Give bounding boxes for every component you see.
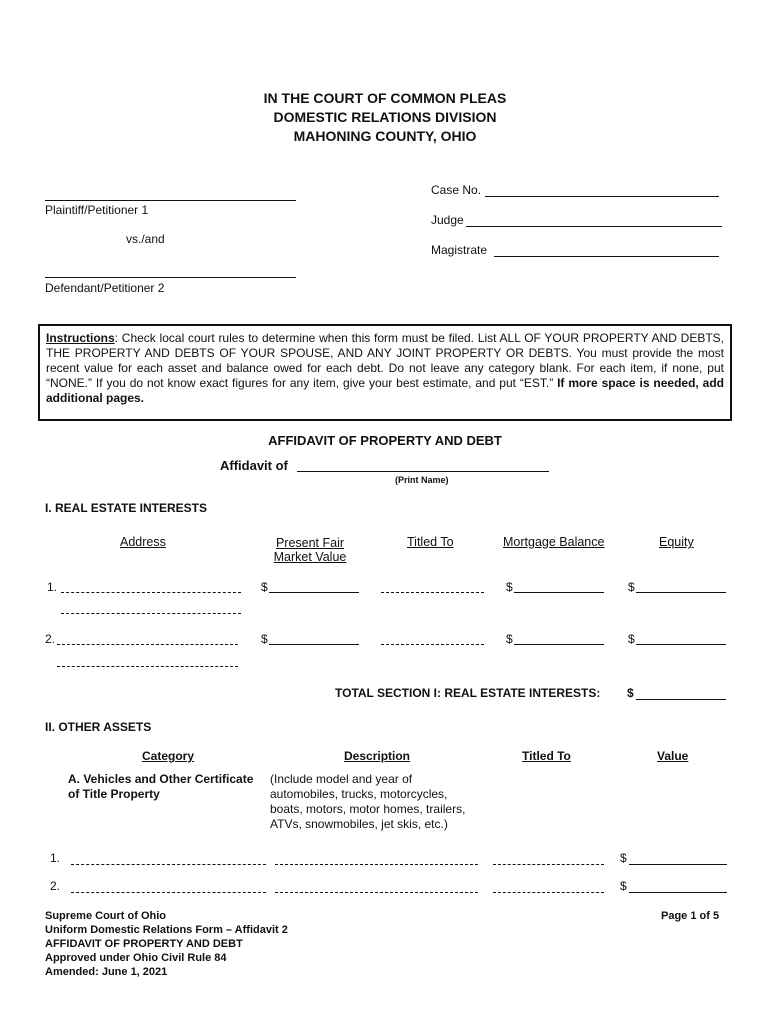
re-row1-pfmv-line[interactable] <box>269 592 359 593</box>
instructions-bold-tail: If more space is needed, add additional pages. <box>46 376 724 405</box>
section2-heading: II. OTHER ASSETS <box>45 720 152 734</box>
re-row1-num: 1. <box>47 580 58 594</box>
col-mortgage-balance: Mortgage Balance <box>503 535 605 549</box>
re-row2-equity-dollar: $ <box>628 632 635 646</box>
vs-label: vs./and <box>126 232 165 246</box>
section1-total-label: TOTAL SECTION I: REAL ESTATE INTERESTS: <box>335 686 601 700</box>
description-line3: boats, motors, motor homes, trailers, <box>270 802 466 816</box>
description-line2: automobiles, trucks, motorcycles, <box>270 787 448 801</box>
vehicle-row2-category-line[interactable] <box>71 892 266 893</box>
plaintiff-label: Plaintiff/Petitioner 1 <box>45 203 149 217</box>
col-present-fair: Present Fair <box>275 536 345 550</box>
magistrate-label: Magistrate <box>431 243 488 257</box>
affidavit-of-label: Affidavit of <box>220 458 288 473</box>
re-row1-equity-line[interactable] <box>636 592 726 593</box>
vehicle-row2-num: 2. <box>50 879 61 893</box>
vehicle-row2-titled-line[interactable] <box>493 892 604 893</box>
re-row1-pfmv-dollar: $ <box>261 580 268 594</box>
description-line1: (Include model and year of <box>270 772 413 786</box>
county-name: MAHONING COUNTY, OHIO <box>293 128 477 144</box>
affiant-name-line[interactable] <box>297 471 549 472</box>
print-name-caption: (Print Name) <box>395 475 449 485</box>
magistrate-line[interactable] <box>494 256 719 257</box>
case-no-line[interactable] <box>485 196 719 197</box>
section1-total-dollar: $ <box>627 686 634 700</box>
judge-line[interactable] <box>466 226 722 227</box>
instructions-text: : Check local court rules to determine when this form must be filed. List ALL OF YOUR PROPERTY AND DEBTS, THE PROPERTY AND DEBTS OF YOUR SPOUSE, AND ANY JOINT PROPERTY OR DEBTS. You must provide the most recent value for each asset and balance owed for each debt. Do not leave any category blank. For each item, if none, put “NONE.” If you do not know exact figures for any item, give your best estimate, and put “EST.” <box>46 331 724 390</box>
footer-line4: Approved under Ohio Civil Rule 84 <box>45 952 227 964</box>
re-row2-pfmv-line[interactable] <box>269 644 359 645</box>
footer-line2: Uniform Domestic Relations Form – Affidavit 2 <box>45 924 288 936</box>
category-a-line1: A. Vehicles and Other Certificate <box>68 772 254 786</box>
re-row1-address-line1[interactable] <box>61 592 241 593</box>
instructions-box <box>38 324 732 421</box>
case-no-label: Case No. <box>431 183 482 197</box>
vehicle-row1-description-line[interactable] <box>275 864 478 865</box>
form-title: AFFIDAVIT OF PROPERTY AND DEBT <box>268 433 502 448</box>
re-row1-address-line2[interactable] <box>61 613 241 614</box>
col-titled-to: Titled To <box>407 535 454 549</box>
vehicle-row1-num: 1. <box>50 851 61 865</box>
re-row2-mortgage-line[interactable] <box>514 644 604 645</box>
re-row1-equity-dollar: $ <box>628 580 635 594</box>
re-row1-titled-line[interactable] <box>381 592 484 593</box>
col-value: Value <box>657 749 689 763</box>
description-line4: ATVs, snowmobiles, jet skis, etc.) <box>270 817 448 831</box>
judge-label: Judge <box>431 213 464 227</box>
vehicle-row1-value-line[interactable] <box>629 864 727 865</box>
vehicle-row1-titled-line[interactable] <box>493 864 604 865</box>
section1-total-line[interactable] <box>636 699 726 700</box>
section1-heading: I. REAL ESTATE INTERESTS <box>45 501 208 515</box>
col-equity: Equity <box>659 535 694 549</box>
col-category: Category <box>142 749 195 763</box>
re-row1-mortgage-line[interactable] <box>514 592 604 593</box>
re-row2-address-line2[interactable] <box>57 666 238 667</box>
col-description: Description <box>344 749 411 763</box>
plaintiff-name-line[interactable] <box>45 200 296 201</box>
re-row2-mortgage-dollar: $ <box>506 632 513 646</box>
re-row1-mortgage-dollar: $ <box>506 580 513 594</box>
vehicle-row2-description-line[interactable] <box>275 892 478 893</box>
division-name: DOMESTIC RELATIONS DIVISION <box>273 109 497 125</box>
re-row2-pfmv-dollar: $ <box>261 632 268 646</box>
court-name: IN THE COURT OF COMMON PLEAS <box>263 90 507 106</box>
category-a-line2: of Title Property <box>68 787 160 801</box>
col-address: Address <box>120 535 166 549</box>
col-market-value: Market Value <box>273 550 347 564</box>
re-row2-address-line1[interactable] <box>57 644 238 645</box>
col-titled-to-2: Titled To <box>522 749 571 763</box>
defendant-label: Defendant/Petitioner 2 <box>45 281 165 295</box>
re-row2-num: 2. <box>45 632 56 646</box>
footer-line3: AFFIDAVIT OF PROPERTY AND DEBT <box>45 938 243 950</box>
vehicle-row1-category-line[interactable] <box>71 864 266 865</box>
vehicle-row2-dollar: $ <box>620 879 627 893</box>
re-row2-equity-line[interactable] <box>636 644 726 645</box>
footer-line5: Amended: June 1, 2021 <box>45 966 168 978</box>
footer-line1: Supreme Court of Ohio <box>45 910 166 922</box>
defendant-name-line[interactable] <box>45 277 296 278</box>
page-number: Page 1 of 5 <box>661 910 720 922</box>
vehicle-row2-value-line[interactable] <box>629 892 727 893</box>
instructions-label: Instructions <box>46 331 115 345</box>
re-row2-titled-line[interactable] <box>381 644 484 645</box>
vehicle-row1-dollar: $ <box>620 851 627 865</box>
